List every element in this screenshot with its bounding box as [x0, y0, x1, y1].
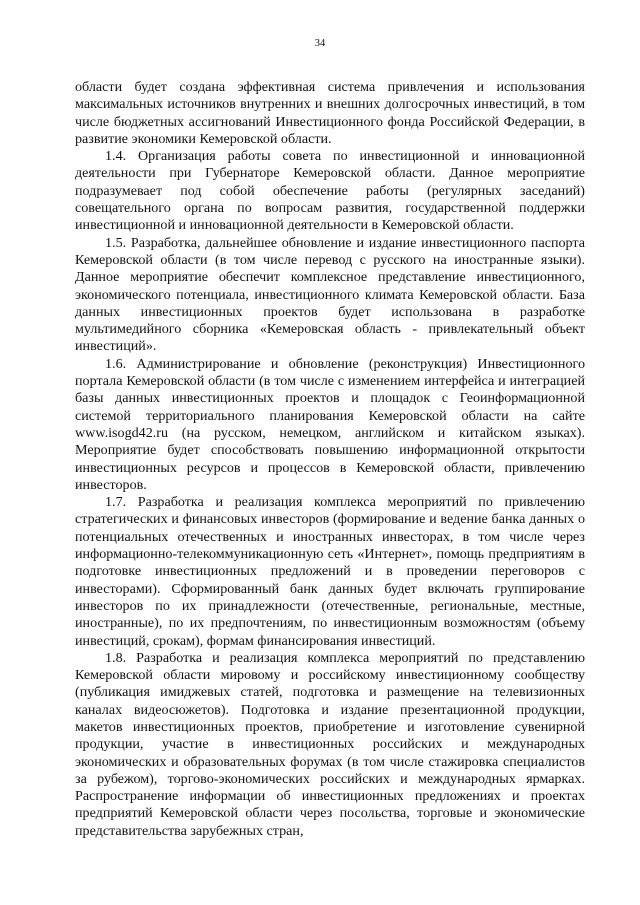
paragraph-1-7: 1.7. Разработка и реализация комплекса мероприятий по привлечению стратегических и финансовых инвесторов (формирование и ведение банка данных о потенциальных отечественных и иностранных инвесторах, в том числе через информационно-телекоммуникационную сеть «Интернет», помощь предприятиям в подготовке инвестиционных предложений и в проведении переговоров с инвесторами). Сформированный банк данных будет включать группирование инвесторов по их принадлежности (отечественные, региональные, местные, иностранные), по их предпочтениям, по инвестиционным возможностям (объему инвестиций, срокам), формам финансирования инвестиций. [75, 494, 585, 649]
paragraph-1-4: 1.4. Организация работы совета по инвестиционной и инновационной деятельности при Губернаторе Кемеровской области. Данное мероприятие подразумевает под собой обеспечение работы (регулярных заседаний) совещательного органа по вопросам развития, государственной поддержки инвестиционной и инновационной деятельности в Кемеровской области. [75, 148, 585, 234]
paragraph-continuation: области будет создана эффективная система привлечения и использования максимальных источников внутренних и внешних долгосрочных инвестиций, в том числе бюджетных ассигнований Инвестиционного фонда Российской Федерации, в развитие экономики Кемеровской области. [75, 79, 585, 147]
paragraph-1-6: 1.6. Администрирование и обновление (реконструкция) Инвестиционного портала Кемеровской области (в том числе с изменением интерфейса и интеграцией базы данных инвестиционных проектов и площадок с Геоинформационной системой территориального планирования Кемеровской области на сайте www.isogd42.ru (на русском, немецком, английском и китайском языках). Мероприятие будет способствовать повышению информационной открытости инвестиционных ресурсов и процессов в Кемеровской области, привлечению инвесторов. [75, 355, 585, 493]
page-number: 34 [314, 38, 326, 49]
paragraph-1-5: 1.5. Разработка, дальнейшее обновление и издание инвестиционного паспорта Кемеровской области (в том числе перевод с русского на иностранные языки). Данное мероприятие обеспечит комплексное представление инвестиционного, экономического потенциала, инвестиционного климата Кемеровской области. База данных инвестиционных проектов будет использована в разработке мультимедийного сборника «Кемеровская область - привлекательный объект инвестиций». [75, 234, 585, 355]
body-text [75, 79, 585, 840]
paragraph-1-8: 1.8. Разработка и реализация комплекса мероприятий по представлению Кемеровской области мировому и российскому инвестиционному сообществу (публикация имиджевых статей, подготовка и размещение на телевизионных каналах видеосюжетов). Подготовка и издание презентационной продукции, макетов инвестиционных проектов, приобретение и изготовление сувенирной продукции, участие в инвестиционных российских и международных экономических и образовательных форумах (в том числе стажировка специалистов за рубежом), торгово-экономических российских и международных ярмарках. Распространение информации об инвестиционных предложениях и проектах предприятий Кемеровской области через посольства, торговые и экономические представительства зарубежных стран, [75, 649, 585, 839]
